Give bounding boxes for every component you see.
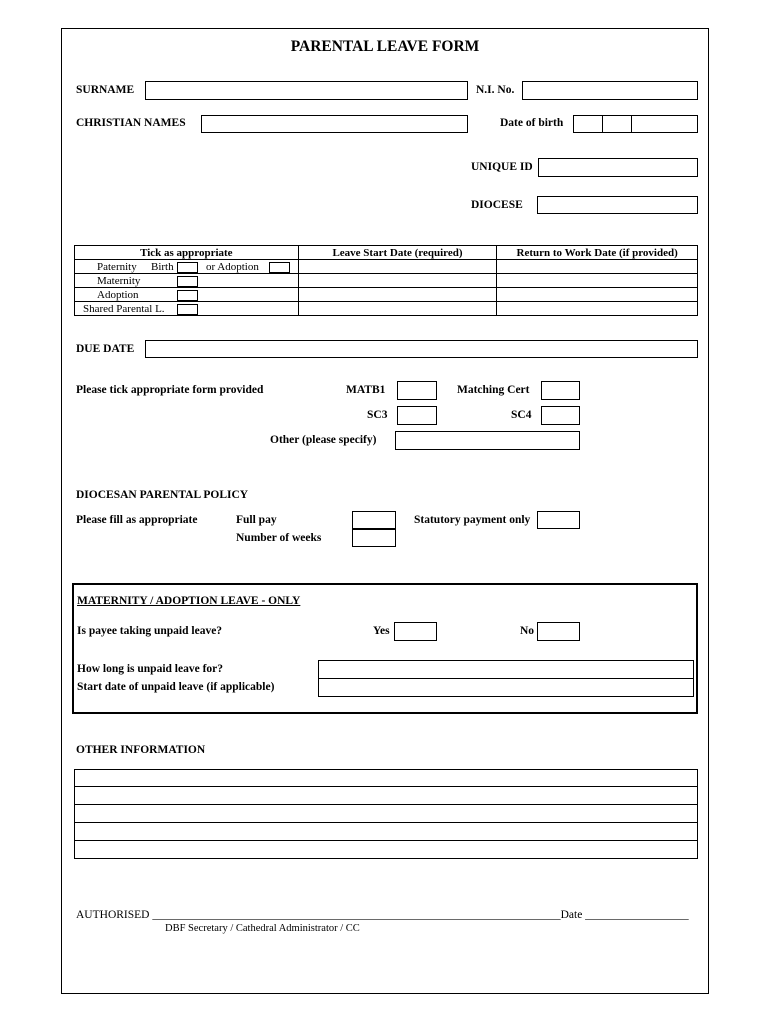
- how-long-label: How long is unpaid leave for?: [77, 663, 224, 675]
- other-info-heading: OTHER INFORMATION: [76, 744, 206, 756]
- surname-input[interactable]: [145, 81, 468, 100]
- christian-names-label: CHRISTIAN NAMES: [76, 117, 186, 129]
- christian-names-input[interactable]: [201, 115, 468, 133]
- dob-year-input[interactable]: [631, 115, 698, 133]
- adoption-start-cell[interactable]: [298, 288, 497, 302]
- paternity-return-cell[interactable]: [497, 260, 698, 274]
- diocese-input[interactable]: [537, 196, 698, 214]
- forms-prompt: Please tick appropriate form provided: [76, 384, 264, 396]
- yes-label: Yes: [373, 625, 390, 637]
- sc3-label: SC3: [367, 409, 388, 421]
- sc3-checkbox[interactable]: [397, 406, 437, 425]
- full-pay-input[interactable]: [352, 511, 396, 529]
- form-page: [61, 28, 709, 994]
- unpaid-no-checkbox[interactable]: [537, 622, 580, 641]
- dob-month-input[interactable]: [602, 115, 632, 133]
- matb1-label: MATB1: [346, 384, 386, 396]
- due-date-label: DUE DATE: [76, 343, 135, 355]
- page-title: PARENTAL LEAVE FORM: [290, 38, 480, 55]
- adoption-label: Adoption: [97, 289, 139, 301]
- diocese-label: DIOCESE: [471, 199, 523, 211]
- other-info-line-2[interactable]: [74, 787, 698, 805]
- matching-cert-label: Matching Cert: [457, 384, 530, 396]
- sc4-label: SC4: [511, 409, 532, 421]
- maternity-label: Maternity: [97, 275, 141, 287]
- due-date-input[interactable]: [145, 340, 698, 358]
- or-adoption-label: or Adoption: [206, 261, 259, 273]
- maternity-section-heading: MATERNITY / ADOPTION LEAVE - ONLY: [77, 595, 301, 607]
- how-long-input[interactable]: [318, 660, 694, 679]
- paternity-row: [75, 260, 299, 274]
- ni-no-label: N.I. No.: [476, 84, 515, 96]
- unpaid-yes-checkbox[interactable]: [394, 622, 437, 641]
- shared-return-cell[interactable]: [497, 302, 698, 316]
- paternity-birth-checkbox[interactable]: [177, 262, 198, 273]
- policy-prompt: Please fill as appropriate: [76, 514, 198, 526]
- other-input[interactable]: [395, 431, 580, 450]
- paternity-label: Paternity: [97, 261, 137, 273]
- other-info-line-5[interactable]: [74, 841, 698, 859]
- start-date-unpaid-label: Start date of unpaid leave (if applicable): [77, 681, 275, 693]
- maternity-adoption-section: [72, 583, 698, 714]
- unpaid-leave-question: Is payee taking unpaid leave?: [77, 625, 223, 637]
- other-info-line-1[interactable]: [74, 769, 698, 787]
- matb1-checkbox[interactable]: [397, 381, 437, 400]
- start-date-unpaid-input[interactable]: [318, 678, 694, 697]
- statutory-label: Statutory payment only: [414, 514, 531, 526]
- ni-no-input[interactable]: [522, 81, 698, 100]
- leave-type-table: [74, 245, 698, 316]
- date-of-birth-label: Date of birth: [500, 117, 564, 129]
- dob-day-input[interactable]: [573, 115, 603, 133]
- number-of-weeks-input[interactable]: [352, 529, 396, 547]
- policy-heading: DIOCESAN PARENTAL POLICY: [76, 489, 249, 501]
- paternity-adoption-checkbox[interactable]: [269, 262, 290, 273]
- adoption-return-cell[interactable]: [497, 288, 698, 302]
- surname-label: SURNAME: [76, 84, 135, 96]
- shared-parental-checkbox[interactable]: [177, 304, 198, 315]
- sc4-checkbox[interactable]: [541, 406, 580, 425]
- leave-start-header: Leave Start Date (required): [298, 246, 497, 260]
- statutory-checkbox[interactable]: [537, 511, 580, 529]
- matching-cert-checkbox[interactable]: [541, 381, 580, 400]
- other-info-line-4[interactable]: [74, 823, 698, 841]
- adoption-checkbox[interactable]: [177, 290, 198, 301]
- return-to-work-header: Return to Work Date (if provided): [497, 246, 698, 260]
- full-pay-label: Full pay: [236, 514, 277, 526]
- paternity-start-cell[interactable]: [298, 260, 497, 274]
- other-label: Other (please specify): [270, 434, 377, 446]
- authorised-line[interactable]: AUTHORISED _______________________________________________________________________Date __________________: [76, 909, 689, 921]
- birth-label: Birth: [151, 261, 174, 273]
- maternity-row: [75, 274, 299, 288]
- maternity-checkbox[interactable]: [177, 276, 198, 287]
- maternity-return-cell[interactable]: [497, 274, 698, 288]
- maternity-start-cell[interactable]: [298, 274, 497, 288]
- signatory-caption: DBF Secretary / Cathedral Administrator / CC: [165, 923, 360, 934]
- no-label: No: [520, 625, 535, 637]
- other-info-line-3[interactable]: [74, 805, 698, 823]
- shared-row: [75, 302, 299, 316]
- shared-parental-label: Shared Parental L.: [83, 303, 165, 315]
- unique-id-label: UNIQUE ID: [471, 161, 533, 173]
- shared-start-cell[interactable]: [298, 302, 497, 316]
- number-of-weeks-label: Number of weeks: [236, 532, 322, 544]
- tick-header: Tick as appropriate: [75, 246, 299, 260]
- unique-id-input[interactable]: [538, 158, 698, 177]
- adoption-row: [75, 288, 299, 302]
